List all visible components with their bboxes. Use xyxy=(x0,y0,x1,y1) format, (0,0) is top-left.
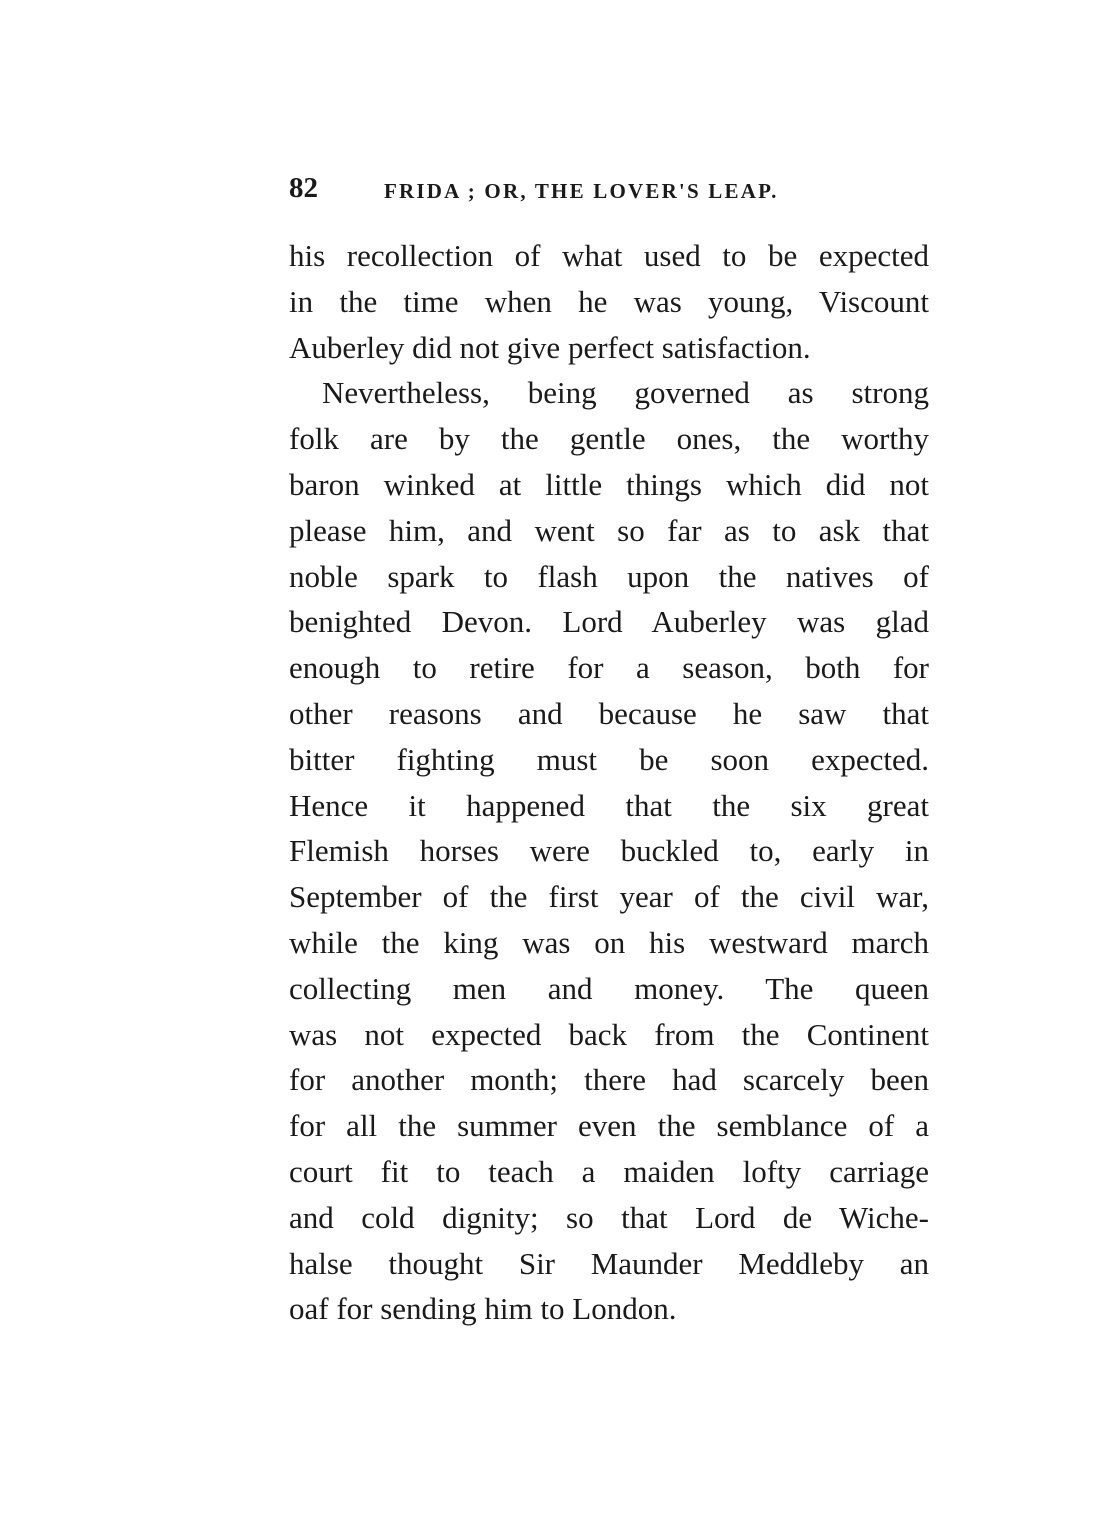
text-line: was not expected back from the Continent xyxy=(289,1016,929,1052)
text-line: Nevertheless, being governed as strong xyxy=(322,375,929,411)
text-line: folk are by the gentle ones, the worthy xyxy=(289,421,929,457)
text-line: while the king was on his westward march xyxy=(289,924,929,960)
text-line: oaf for sending him to London. xyxy=(289,1291,677,1327)
text-line: September of the first year of the civil war, xyxy=(289,879,929,915)
text-line: Flemish horses were buckled to, early in xyxy=(289,833,929,869)
text-line: halse thought Sir Maunder Meddleby an xyxy=(289,1245,929,1281)
text-line: please him, and went so far as to ask that xyxy=(289,512,929,548)
text-line: baron winked at little things which did not xyxy=(289,466,929,502)
text-line: in the time when he was young, Viscount xyxy=(289,283,929,319)
text-line: for another month; there had scarcely been xyxy=(289,1062,929,1098)
running-title: FRIDA ; OR, THE LOVER'S LEAP. xyxy=(384,179,779,203)
page-header xyxy=(289,172,929,212)
paragraph-1 xyxy=(289,233,929,370)
body-text xyxy=(289,233,929,1332)
text-line: noble spark to flash upon the natives of xyxy=(289,558,929,594)
text-line: enough to retire for a season, both for xyxy=(289,650,929,686)
text-line: other reasons and because he saw that xyxy=(289,695,929,731)
text-line: Hence it happened that the six great xyxy=(289,787,929,823)
text-line: court fit to teach a maiden lofty carriage xyxy=(289,1153,929,1189)
text-line: and cold dignity; so that Lord de Wiche- xyxy=(289,1199,929,1235)
page-number: 82 xyxy=(289,172,318,204)
text-line: his recollection of what used to be expected xyxy=(289,238,929,273)
text-line: for all the summer even the semblance of a xyxy=(289,1108,929,1144)
paragraph-2 xyxy=(289,370,929,1332)
text-line: Auberley did not give perfect satisfaction. xyxy=(289,329,811,365)
text-line: collecting men and money. The queen xyxy=(289,970,929,1006)
text-line: benighted Devon. Lord Auberley was glad xyxy=(289,604,929,640)
text-line: bitter fighting must be soon expected. xyxy=(289,741,929,777)
